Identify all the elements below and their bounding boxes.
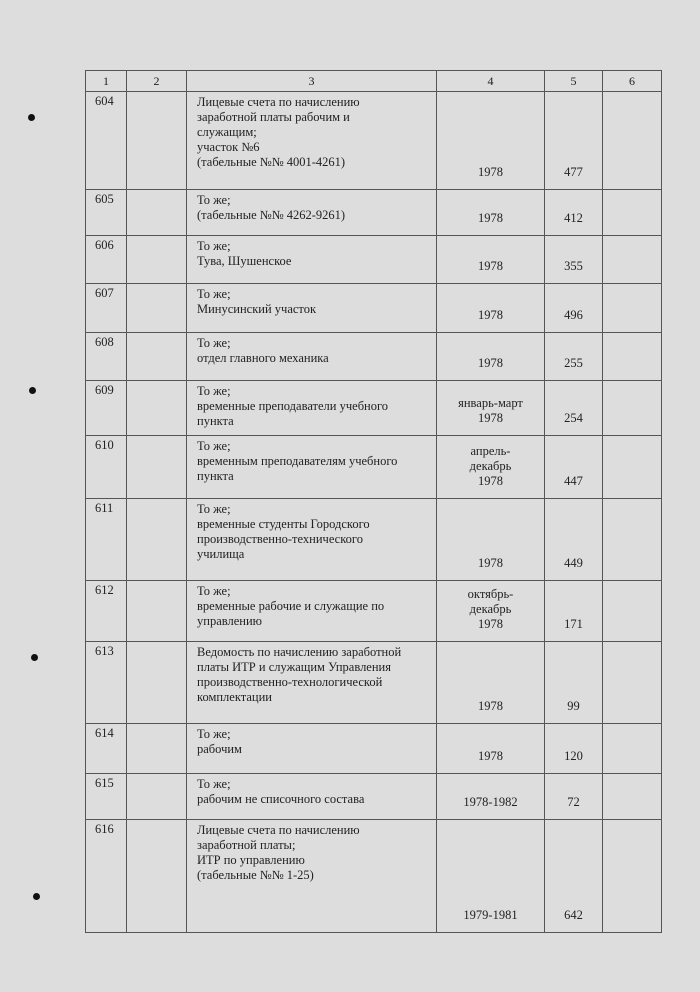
item-date: 1978 <box>437 499 545 581</box>
notes-cell <box>603 724 662 774</box>
notes-cell <box>603 436 662 499</box>
inventory-table <box>85 70 662 933</box>
column-header: 5 <box>545 71 603 92</box>
notes-cell <box>603 499 662 581</box>
column-2-cell <box>127 724 187 774</box>
item-description: То же; Тува, Шушенское <box>187 236 437 284</box>
item-number: 611 <box>86 499 127 581</box>
item-description: То же; временные студенты Городского производственно-технического училища <box>187 499 437 581</box>
item-number: 607 <box>86 284 127 333</box>
item-description: То же; рабочим не списочного состава <box>187 774 437 820</box>
column-2-cell <box>127 381 187 436</box>
item-number: 610 <box>86 436 127 499</box>
column-2-cell <box>127 236 187 284</box>
item-date: январь-март 1978 <box>437 381 545 436</box>
item-number: 612 <box>86 581 127 642</box>
table-row <box>86 236 662 284</box>
item-date: 1978 <box>437 724 545 774</box>
column-2-cell <box>127 774 187 820</box>
item-description: То же; рабочим <box>187 724 437 774</box>
item-description: То же; Минусинский участок <box>187 284 437 333</box>
notes-cell <box>603 333 662 381</box>
item-number: 613 <box>86 642 127 724</box>
item-date: 1978 <box>437 92 545 190</box>
item-number: 605 <box>86 190 127 236</box>
item-number: 609 <box>86 381 127 436</box>
item-date: 1979-1981 <box>437 820 545 933</box>
item-description: То же; временные преподаватели учебного пункта <box>187 381 437 436</box>
table-row <box>86 333 662 381</box>
notes-cell <box>603 284 662 333</box>
notes-cell <box>603 381 662 436</box>
column-header: 1 <box>86 71 127 92</box>
item-number: 615 <box>86 774 127 820</box>
punch-hole <box>33 893 40 900</box>
item-sheet-count: 255 <box>545 333 603 381</box>
item-sheet-count: 642 <box>545 820 603 933</box>
item-sheet-count: 412 <box>545 190 603 236</box>
column-2-cell <box>127 499 187 581</box>
punch-hole <box>31 654 38 661</box>
table-row <box>86 381 662 436</box>
notes-cell <box>603 581 662 642</box>
item-sheet-count: 99 <box>545 642 603 724</box>
column-2-cell <box>127 92 187 190</box>
table-row <box>86 642 662 724</box>
punch-hole <box>28 114 35 121</box>
notes-cell <box>603 92 662 190</box>
item-sheet-count: 477 <box>545 92 603 190</box>
table-row <box>86 284 662 333</box>
table-row <box>86 436 662 499</box>
column-header: 6 <box>603 71 662 92</box>
item-sheet-count: 447 <box>545 436 603 499</box>
item-description: Лицевые счета по начислению заработной платы; ИТР по управлению (табельные №№ 1-25) <box>187 820 437 933</box>
table-row <box>86 92 662 190</box>
item-number: 614 <box>86 724 127 774</box>
item-date: 1978-1982 <box>437 774 545 820</box>
item-number: 606 <box>86 236 127 284</box>
item-description: То же; (табельные №№ 4262-9261) <box>187 190 437 236</box>
column-header: 3 <box>187 71 437 92</box>
item-description: Лицевые счета по начислению заработной платы рабочим и служащим; участок №6 (табельные №№ 4001-4261) <box>187 92 437 190</box>
item-sheet-count: 171 <box>545 581 603 642</box>
column-2-cell <box>127 436 187 499</box>
item-description: Ведомость по начислению заработной платы ИТР и служащим Управления производственно-технологической комплектации <box>187 642 437 724</box>
table-row <box>86 724 662 774</box>
table-row <box>86 190 662 236</box>
notes-cell <box>603 642 662 724</box>
column-2-cell <box>127 284 187 333</box>
item-number: 608 <box>86 333 127 381</box>
item-description: То же; временные рабочие и служащие по управлению <box>187 581 437 642</box>
column-header: 2 <box>127 71 187 92</box>
table-row <box>86 581 662 642</box>
item-number: 616 <box>86 820 127 933</box>
item-date: октябрь- декабрь 1978 <box>437 581 545 642</box>
notes-cell <box>603 236 662 284</box>
item-number: 604 <box>86 92 127 190</box>
column-2-cell <box>127 333 187 381</box>
column-2-cell <box>127 820 187 933</box>
item-sheet-count: 72 <box>545 774 603 820</box>
table-row <box>86 499 662 581</box>
notes-cell <box>603 190 662 236</box>
notes-cell <box>603 774 662 820</box>
column-2-cell <box>127 190 187 236</box>
item-sheet-count: 120 <box>545 724 603 774</box>
column-2-cell <box>127 642 187 724</box>
item-description: То же; временным преподавателям учебного пункта <box>187 436 437 499</box>
item-date: 1978 <box>437 333 545 381</box>
table-row <box>86 820 662 933</box>
item-sheet-count: 496 <box>545 284 603 333</box>
punch-hole <box>29 387 36 394</box>
item-date: 1978 <box>437 284 545 333</box>
table-header-row <box>86 71 662 92</box>
item-sheet-count: 449 <box>545 499 603 581</box>
item-date: 1978 <box>437 642 545 724</box>
notes-cell <box>603 820 662 933</box>
item-description: То же; отдел главного механика <box>187 333 437 381</box>
table-row <box>86 774 662 820</box>
column-2-cell <box>127 581 187 642</box>
column-header: 4 <box>437 71 545 92</box>
item-date: апрель- декабрь 1978 <box>437 436 545 499</box>
item-sheet-count: 254 <box>545 381 603 436</box>
item-date: 1978 <box>437 190 545 236</box>
item-date: 1978 <box>437 236 545 284</box>
item-sheet-count: 355 <box>545 236 603 284</box>
